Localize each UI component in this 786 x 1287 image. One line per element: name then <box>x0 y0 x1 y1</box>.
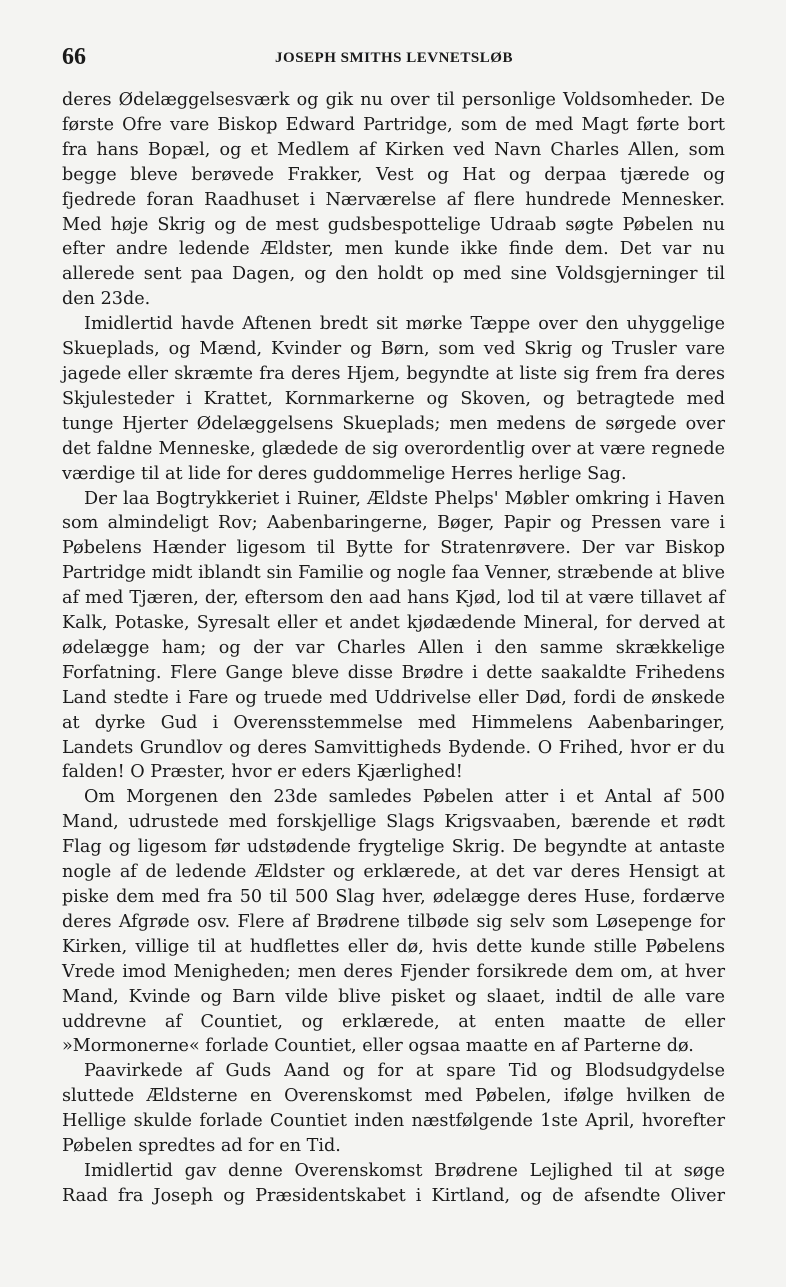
page-number: 66 <box>62 44 86 70</box>
page-header <box>62 44 726 72</box>
paragraph-4: Om Morgenen den 23de samledes Pøbelen atter i et Antal af 500 Mand, udrustede med forskjellige Slags Krigsvaaben, bærende et rødt Flag og ligesom før udstødende frygtelige Skrig. De begyndte at antaste nogle af de ledende Ældster og erklærede, at det var deres Hensigt at piske dem med fra 50 til 500 Slag hver, ødelægge deres Huse, fordærve deres Afgrøde osv. Flere af Brødrene tilbøde sig selv som Løsepenge for Kirken, villige til at hudflettes eller dø, hvis dette kunde stille Pøbelens Vrede imod Menigheden; men deres Fjender forsikrede dem om, at hver Mand, Kvinde og Barn vilde blive pisket og slaaet, indtil de alle vare uddrevne af Countiet, og erklærede, at enten maatte de eller »Mormonerne« forlade Countiet, eller ogsaa maatte en af Parterne dø. <box>62 787 725 1057</box>
running-title: JOSEPH SMITHS LEVNETSLØB <box>275 50 513 66</box>
body-text <box>62 88 725 1209</box>
paragraph-6: Imidlertid gav denne Overenskomst Brødrene Lejlighed til at søge Raad fra Joseph og Præsidentskabet i Kirtland, og de afsendte Oliver <box>62 1160 725 1206</box>
paragraph-3: Der laa Bogtrykkeriet i Ruiner, Ældste Phelps' Møbler omkring i Haven som almindeligt Rov; Aabenbaringerne, Bøger, Papir og Pressen vare i Pøbelens Hænder ligesom til Bytte for Stratenrøvere. Der var Biskop Partridge midt iblandt sin Familie og nogle faa Venner, stræbende at blive af med Tjæren, der, eftersom den aad hans Kjød, lod til at være tillavet af Kalk, Potaske, Syresalt eller et andet kjødædende Mineral, for derved at ødelægge ham; og der var Charles Allen i den samme skrækkelige Forfatning. Flere Gange bleve disse Brødre i dette saakaldte Frihedens Land stedte i Fare og truede med Uddrivelse eller Død, fordi de ønskede at dyrke Gud i Overensstemmelse med Himmelens Aabenbaringer, Landets Grundlov og deres Samvittigheds Bydende. O Frihed, hvor er du falden! O Præster, hvor er eders Kjærlighed! <box>62 488 725 783</box>
paragraph-2: Imidlertid havde Aftenen bredt sit mørke Tæppe over den uhyggelige Skueplads, og Mænd, Kvinder og Børn, som ved Skrig og Trusler vare jagede eller skræmte fra deres Hjem, begyndte at liste sig frem fra deres Skjulesteder i Krattet, Kornmarkerne og Skoven, og betragtede med tunge Hjerter Ødelæggelsens Skueplads; men medens de sørgede over det faldne Menneske, glædede de sig overordentlig over at være regnede værdige til at lide for deres guddommelige Herres herlige Sag. <box>62 314 725 484</box>
paragraph-1: deres Ødelæggelsesværk og gik nu over til personlige Voldsomheder. De første Ofre vare Biskop Edward Partridge, som de med Magt førte bort fra hans Bopæl, og et Medlem af Kirken ved Navn Charles Allen, som begge bleve berøvede Frakker, Vest og Hat og derpaa tjærede og fjedrede foran Raadhuset i Nærværelse af flere hundrede Mennesker. Med høje Skrig og de mest gudsbespottelige Udraab søgte Pøbelen nu efter andre ledende Ældster, men kunde ikke finde dem. Det var nu allerede sent paa Dagen, og den holdt op med sine Voldsgjerninger til den 23de. <box>62 90 725 310</box>
paragraph-5: Paavirkede af Guds Aand og for at spare Tid og Blodsudgydelse sluttede Ældsterne en Overenskomst med Pøbelen, ifølge hvilken de Hellige skulde forlade Countiet inden næstfølgende 1ste April, hvorefter Pøbelen spredtes ad for en Tid. <box>62 1061 725 1157</box>
